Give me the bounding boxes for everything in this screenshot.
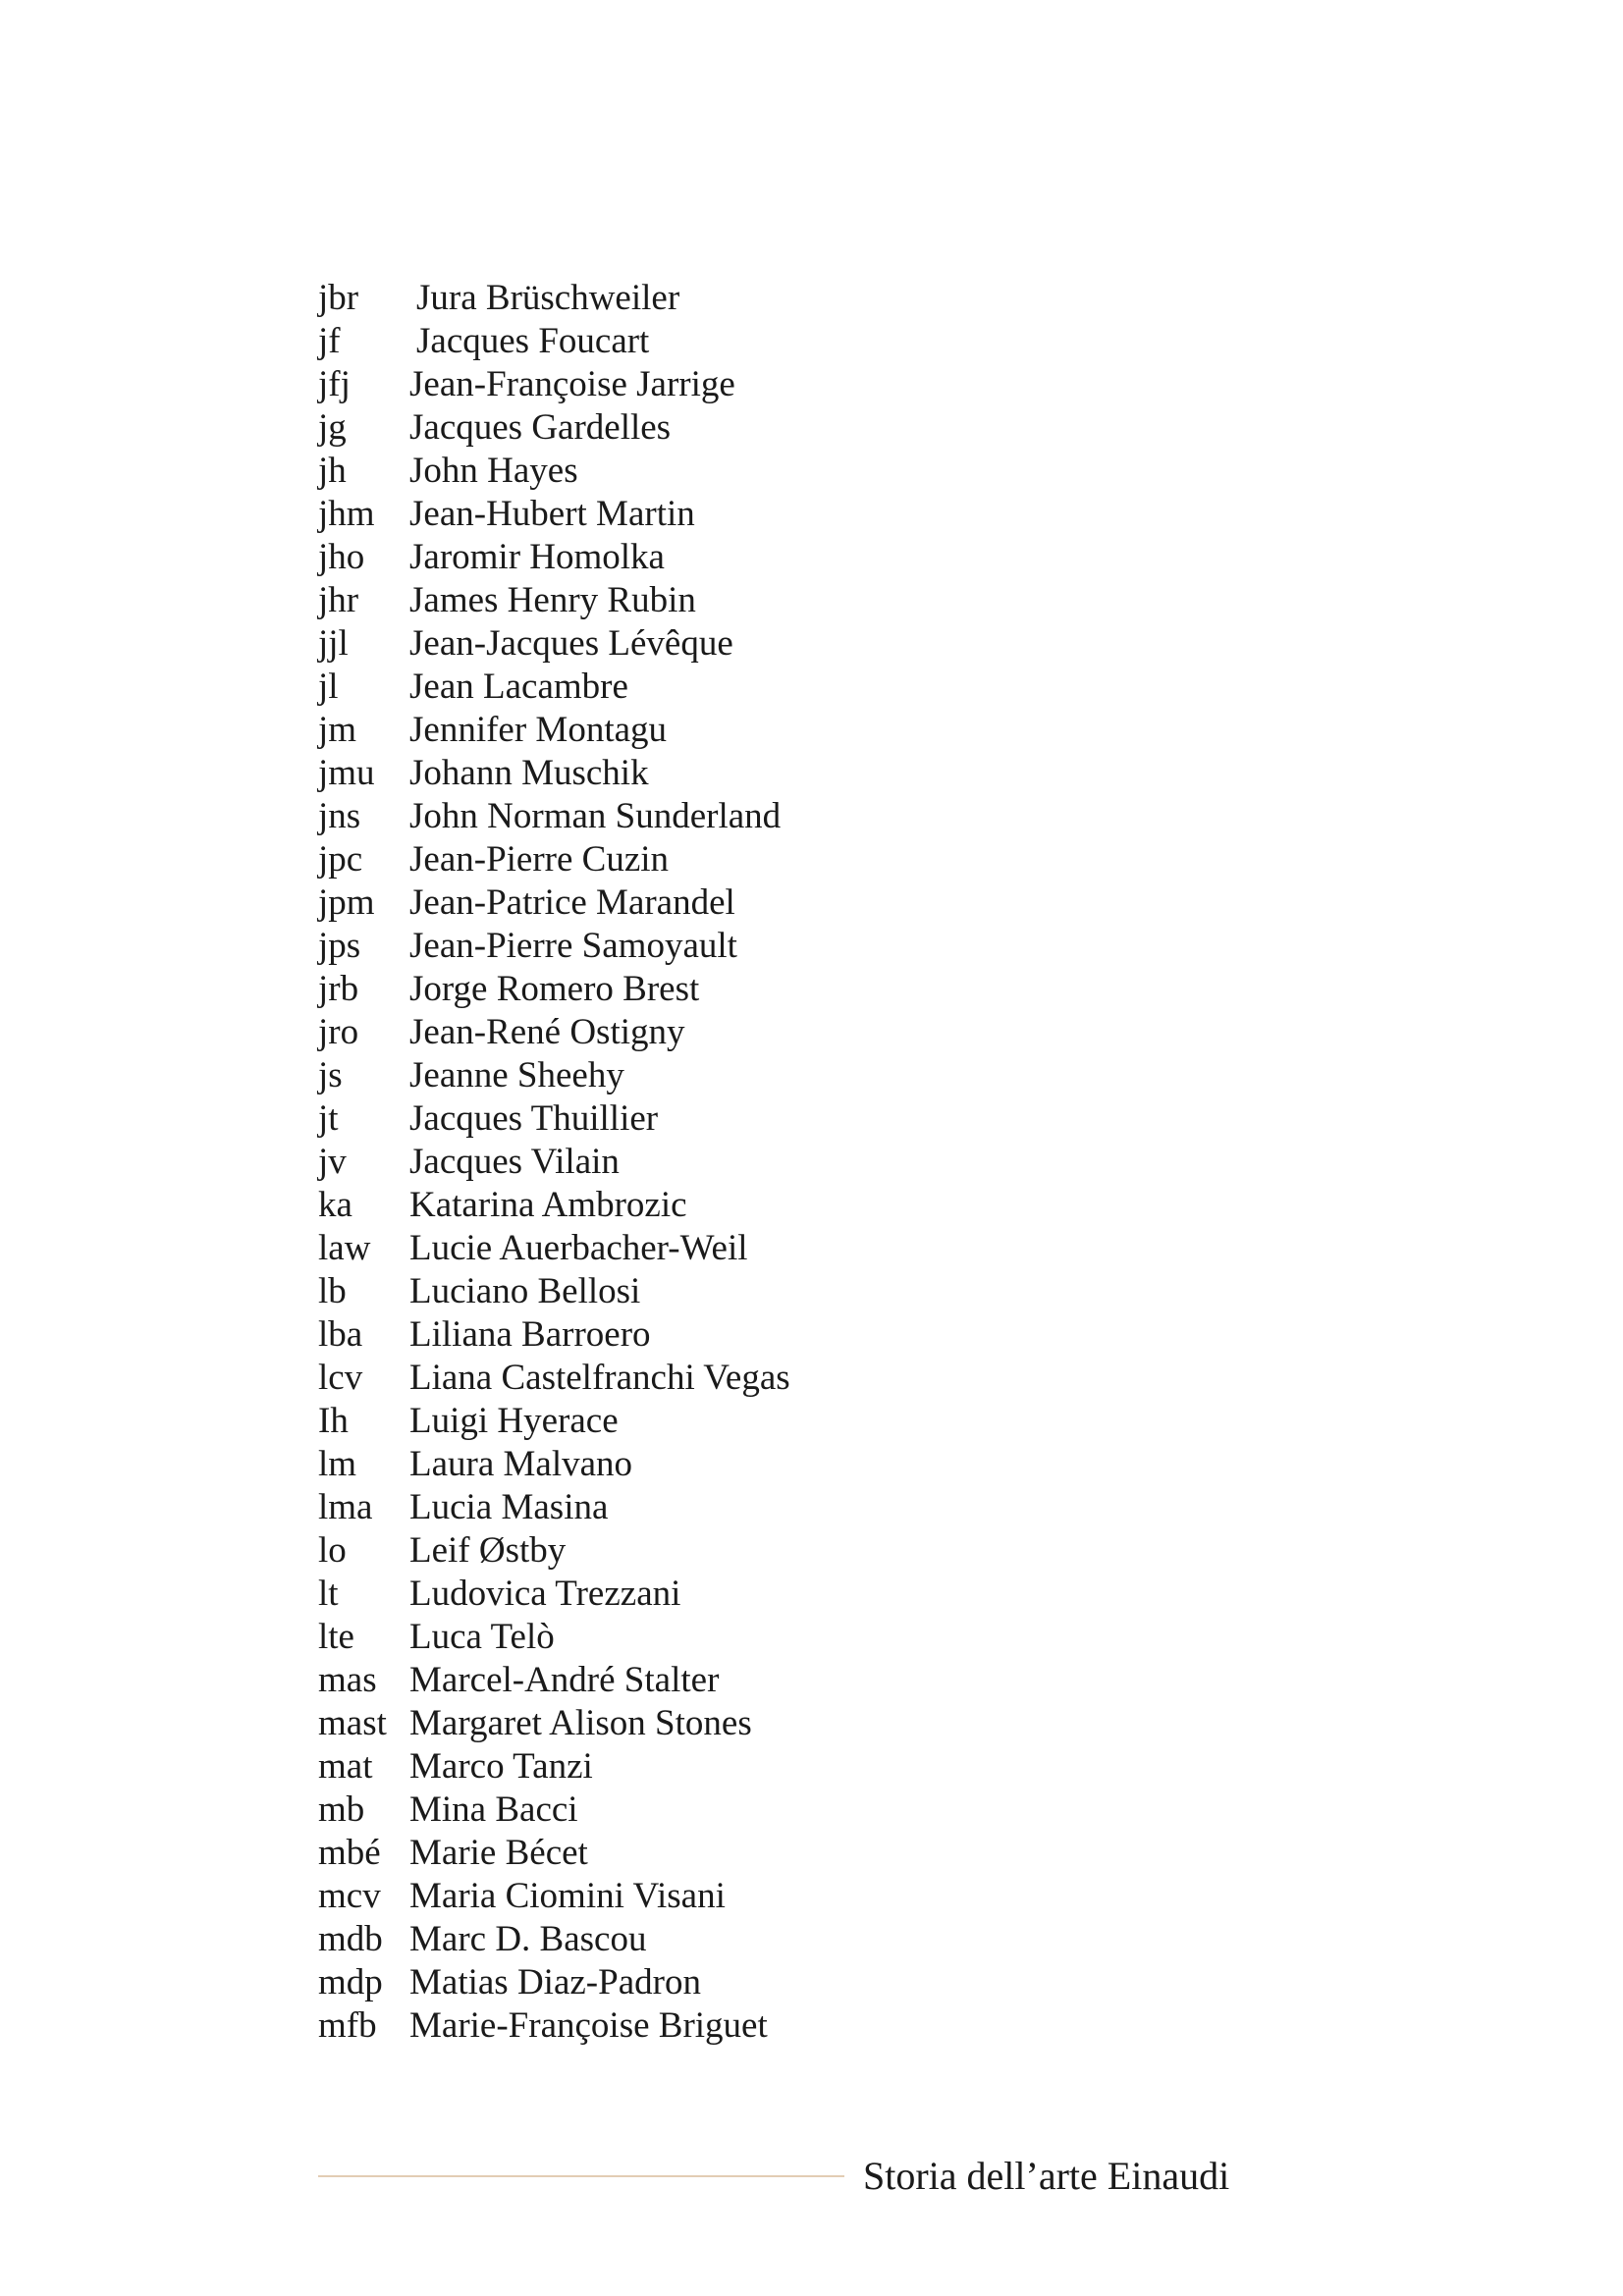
list-item: [318, 881, 790, 925]
entry-abbreviation: mfb: [318, 2005, 377, 2046]
list-item: [318, 406, 790, 450]
list-item: [318, 925, 790, 968]
list-item: [318, 1313, 790, 1357]
entry-name: Johann Muschik: [409, 753, 649, 793]
entry-name: Jean-René Ostigny: [409, 1012, 685, 1052]
entry-abbreviation: law: [318, 1228, 371, 1268]
entry-name: Marco Tanzi: [409, 1746, 593, 1787]
entry-name: Katarina Ambrozic: [409, 1185, 687, 1225]
entry-name: Jean-Pierre Cuzin: [409, 839, 670, 880]
entry-name: Mina Bacci: [409, 1789, 578, 1830]
entry-name: Matias Diaz-Padron: [409, 1962, 701, 2002]
footer-title: Storia dell’arte Einaudi: [863, 2154, 1230, 2198]
list-item: [318, 1745, 790, 1789]
entry-name: Jacques Thuillier: [409, 1098, 659, 1139]
abbreviation-list: [318, 277, 790, 2048]
entry-abbreviation: lte: [318, 1617, 354, 1657]
list-item: [318, 666, 790, 709]
entry-name: Luciano Bellosi: [409, 1271, 641, 1311]
list-item: [318, 1529, 790, 1573]
entry-name: Jean-Jacques Lévêque: [409, 623, 733, 664]
footer-rule: [318, 2175, 844, 2177]
entry-abbreviation: jf: [318, 321, 341, 361]
list-item: [318, 709, 790, 752]
entry-name: Lucie Auerbacher-Weil: [409, 1228, 748, 1268]
entry-abbreviation: mdp: [318, 1962, 383, 2002]
list-item: [318, 1227, 790, 1270]
entry-abbreviation: jmu: [318, 753, 375, 793]
entry-name: Laura Malvano: [409, 1444, 633, 1484]
list-item: [318, 536, 790, 579]
entry-abbreviation: jm: [318, 710, 357, 750]
entry-abbreviation: mdb: [318, 1919, 383, 1959]
entry-abbreviation: jg: [318, 407, 347, 448]
list-item: [318, 277, 790, 320]
entry-abbreviation: jfj: [318, 364, 351, 404]
list-item: [318, 1961, 790, 2004]
entry-name: Marcel-André Stalter: [409, 1660, 720, 1700]
list-item: [318, 1789, 790, 1832]
list-item: [318, 2004, 790, 2048]
entry-name: Jacques Vilain: [409, 1142, 620, 1182]
entry-abbreviation: jhm: [318, 494, 375, 534]
list-item: [318, 1702, 790, 1745]
entry-name: Jacques Foucart: [416, 321, 650, 361]
list-item: [318, 1659, 790, 1702]
entry-name: Liliana Barroero: [409, 1314, 651, 1355]
entry-name: Jean-Hubert Martin: [409, 494, 695, 534]
entry-abbreviation: jho: [318, 537, 365, 577]
entry-name: Jorge Romero Brest: [409, 969, 700, 1009]
entry-abbreviation: jl: [318, 667, 339, 707]
list-item: [318, 1832, 790, 1875]
entry-name: Jean Lacambre: [409, 667, 628, 707]
entry-abbreviation: mcv: [318, 1876, 381, 1916]
list-item: [318, 1443, 790, 1486]
entry-abbreviation: lba: [318, 1314, 363, 1355]
entry-abbreviation: lcv: [318, 1358, 363, 1398]
list-item: [318, 579, 790, 622]
entry-abbreviation: mb: [318, 1789, 365, 1830]
list-item: [318, 1400, 790, 1443]
list-item: [318, 622, 790, 666]
list-item: [318, 1357, 790, 1400]
entry-name: Lucia Masina: [409, 1487, 609, 1527]
entry-abbreviation: jpc: [318, 839, 363, 880]
entry-name: Maria Ciomini Visani: [409, 1876, 726, 1916]
entry-name: Jeanne Sheehy: [409, 1055, 624, 1095]
list-item: [318, 1097, 790, 1141]
entry-name: Ludovica Trezzani: [409, 1574, 681, 1614]
entry-abbreviation: jhr: [318, 580, 359, 620]
entry-name: James Henry Rubin: [409, 580, 696, 620]
entry-name: Jennifer Montagu: [409, 710, 668, 750]
entry-abbreviation: jps: [318, 926, 361, 966]
entry-abbreviation: jro: [318, 1012, 359, 1052]
list-item: [318, 450, 790, 493]
entry-name: Luca Telò: [409, 1617, 555, 1657]
entry-abbreviation: jrb: [318, 969, 359, 1009]
entry-abbreviation: Ih: [318, 1401, 349, 1441]
entry-name: Luigi Hyerace: [409, 1401, 619, 1441]
list-item: [318, 493, 790, 536]
entry-name: Jean-Pierre Samoyault: [409, 926, 737, 966]
entry-abbreviation: lma: [318, 1487, 373, 1527]
entry-name: Marie-Françoise Briguet: [409, 2005, 768, 2046]
entry-abbreviation: lt: [318, 1574, 339, 1614]
list-item: [318, 1616, 790, 1659]
list-item: [318, 838, 790, 881]
entry-name: Liana Castelfranchi Vegas: [409, 1358, 790, 1398]
entry-name: Leif Østby: [409, 1530, 567, 1571]
list-item: [318, 1011, 790, 1054]
entry-abbreviation: jt: [318, 1098, 339, 1139]
list-item: [318, 1184, 790, 1227]
entry-abbreviation: mas: [318, 1660, 377, 1700]
entry-abbreviation: lm: [318, 1444, 357, 1484]
list-item: [318, 1141, 790, 1184]
list-item: [318, 363, 790, 406]
page-footer: [318, 2152, 1276, 2201]
entry-abbreviation: js: [318, 1055, 343, 1095]
entry-abbreviation: jpm: [318, 882, 375, 923]
entry-abbreviation: lo: [318, 1530, 347, 1571]
entry-abbreviation: jjl: [318, 623, 349, 664]
list-item: [318, 1054, 790, 1097]
list-item: [318, 1573, 790, 1616]
entry-abbreviation: lb: [318, 1271, 347, 1311]
list-item: [318, 968, 790, 1011]
entry-name: Jean-Françoise Jarrige: [409, 364, 735, 404]
list-item: [318, 1875, 790, 1918]
entry-abbreviation: mat: [318, 1746, 373, 1787]
entry-abbreviation: mbé: [318, 1833, 381, 1873]
entry-name: Marie Bécet: [409, 1833, 588, 1873]
list-item: [318, 795, 790, 838]
list-item: [318, 320, 790, 363]
entry-abbreviation: jbr: [318, 278, 359, 318]
entry-name: Marc D. Bascou: [409, 1919, 647, 1959]
entry-abbreviation: ka: [318, 1185, 352, 1225]
entry-name: John Hayes: [409, 451, 578, 491]
entry-name: Jura Brüschweiler: [416, 278, 680, 318]
entry-abbreviation: mast: [318, 1703, 387, 1743]
entry-name: John Norman Sunderland: [409, 796, 782, 836]
list-item: [318, 1486, 790, 1529]
entry-abbreviation: jv: [318, 1142, 347, 1182]
entry-abbreviation: jns: [318, 796, 361, 836]
entry-abbreviation: jh: [318, 451, 347, 491]
entry-name: Margaret Alison Stones: [409, 1703, 752, 1743]
entry-name: Jean-Patrice Marandel: [409, 882, 735, 923]
list-item: [318, 1918, 790, 1961]
entry-name: Jacques Gardelles: [409, 407, 672, 448]
entry-name: Jaromir Homolka: [409, 537, 665, 577]
list-item: [318, 1270, 790, 1313]
list-item: [318, 752, 790, 795]
